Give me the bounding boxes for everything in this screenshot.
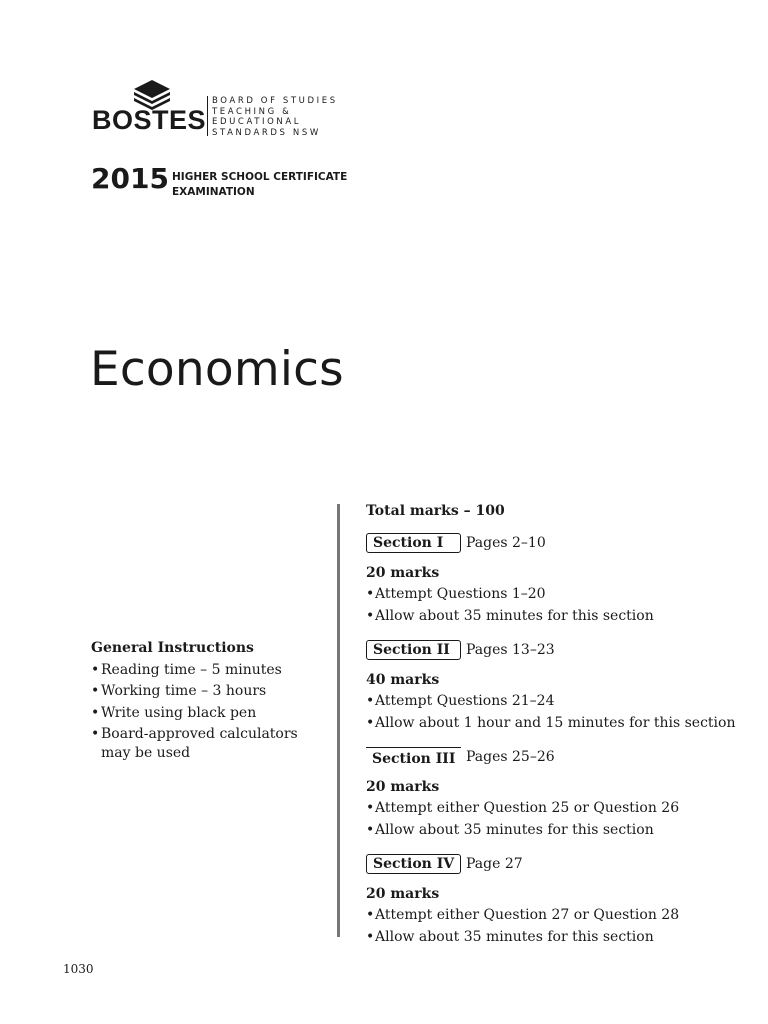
instruction-item: • Reading time – 5 minutes: [91, 660, 321, 682]
section-instruction: • Allow about 1 hour and 15 minutes for this section: [366, 712, 746, 734]
logo-divider: [207, 96, 208, 136]
section-block: [366, 639, 746, 734]
section-instruction: • Allow about 35 minutes for this section: [366, 926, 746, 948]
section-header: [366, 532, 746, 554]
section-instruction: • Attempt Questions 1–20: [366, 583, 746, 605]
general-instructions-heading: General Instructions: [91, 640, 254, 656]
exam-name: [172, 170, 347, 200]
general-instructions: [91, 638, 321, 763]
section-block: [366, 746, 746, 841]
exam-name-line: EXAMINATION: [172, 186, 255, 198]
column-divider: [337, 504, 340, 937]
total-marks: Total marks – 100: [366, 503, 505, 519]
org-line: BOARD OF STUDIES: [212, 96, 338, 106]
section-instruction: • Attempt Questions 21–24: [366, 690, 746, 712]
org-line: STANDARDS NSW: [212, 127, 321, 138]
subject-title: Economics: [90, 342, 344, 397]
section-block: [366, 532, 746, 627]
section-header: [366, 853, 746, 875]
organisation-name: [212, 96, 338, 138]
instruction-item: • Working time – 3 hours: [91, 681, 321, 703]
section-block: [366, 853, 746, 948]
section-pages: Pages 13–23: [466, 642, 555, 658]
instruction-item: • Board-approved calculators may be used: [91, 725, 321, 763]
section-pages: Page 27: [466, 856, 523, 872]
section-marks: 40 marks: [366, 672, 440, 688]
section-pages: Pages 25–26: [466, 749, 555, 765]
page-code: 1030: [63, 962, 94, 976]
section-marks: 20 marks: [366, 886, 440, 902]
section-header: [366, 639, 746, 661]
section-instruction: • Attempt either Question 25 or Question 26: [366, 797, 746, 819]
section-label: Section IV: [366, 854, 461, 874]
section-label: Section II: [366, 640, 461, 660]
section-marks: 20 marks: [366, 779, 440, 795]
org-line: EDUCATIONAL: [212, 117, 302, 127]
org-line: TEACHING &: [212, 106, 292, 117]
exam-name-line: HIGHER SCHOOL CERTIFICATE: [172, 171, 348, 183]
section-instruction: • Attempt either Question 27 or Question 28: [366, 904, 746, 926]
section-label: Section I: [366, 533, 461, 553]
section-label: Section III: [366, 747, 461, 767]
exam-structure: [366, 502, 746, 948]
section-header: [366, 746, 746, 768]
section-marks: 20 marks: [366, 565, 440, 581]
section-instruction: • Allow about 35 minutes for this section: [366, 819, 746, 841]
instruction-item: • Write using black pen: [91, 703, 321, 725]
exam-year: 2015: [91, 162, 169, 195]
section-instruction: • Allow about 35 minutes for this section: [366, 605, 746, 627]
logo-wordmark: BOSTES: [92, 105, 207, 135]
section-pages: Pages 2–10: [466, 535, 546, 551]
